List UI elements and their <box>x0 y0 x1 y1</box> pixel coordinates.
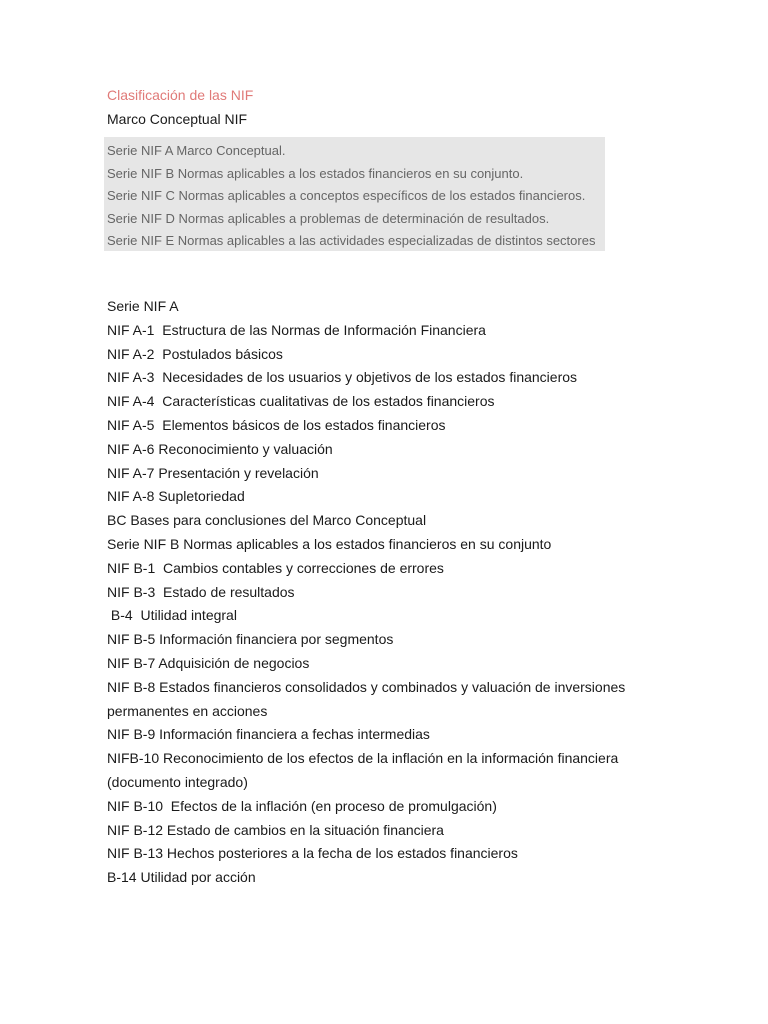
list-item: NIF B-1 Cambios contables y correcciones de errores <box>107 559 444 576</box>
list-item: NIF B-7 Adquisición de negocios <box>107 654 310 671</box>
list-item: B-4 Utilidad integral <box>107 607 237 624</box>
list-item: NIF A-5 Elementos básicos de los estados financieros <box>107 416 446 433</box>
series-summary-line: Serie NIF A Marco Conceptual. <box>107 143 286 158</box>
list-item: NIF A-4 Características cualitativas de los estados financieros <box>107 393 495 410</box>
list-item: Serie NIF B Normas aplicables a los estados financieros en su conjunto <box>107 535 552 552</box>
standards-list <box>107 295 667 890</box>
series-summary-line: Serie NIF C Normas aplicables a conceptos específicos de los estados financieros. <box>107 188 586 203</box>
list-item: NIF B-13 Hechos posteriores a la fecha de los estados financieros <box>107 845 518 862</box>
list-item: NIF B-10 Efectos de la inflación (en proceso de promulgación) <box>107 797 497 814</box>
document-subheading: Marco Conceptual NIF <box>107 111 248 127</box>
list-item: NIF B-8 Estados financieros consolidados y combinados y valuación de inversiones permanentes en acciones <box>107 678 630 719</box>
list-item: NIF A-2 Postulados básicos <box>107 345 283 362</box>
list-item: NIFB-10 Reconocimiento de los efectos de la inflación en la información financiera (documento integrado) <box>107 750 623 790</box>
list-item: Serie NIF A <box>107 298 179 314</box>
list-item: B-14 Utilidad por acción <box>107 869 256 886</box>
list-item: NIF B-12 Estado de cambios en la situación financiera <box>107 821 444 838</box>
list-item: NIF A-3 Necesidades de los usuarios y objetivos de los estados financieros <box>107 369 578 386</box>
document-heading: Clasificación de las NIF <box>107 87 254 103</box>
list-item: NIF B-9 Información financiera a fechas intermedias <box>107 726 430 743</box>
list-item: NIF A-7 Presentación y revelación <box>107 464 319 481</box>
series-summary-line: Serie NIF D Normas aplicables a problemas de determinación de resultados. <box>107 210 550 226</box>
series-summary-box <box>104 137 605 251</box>
list-item: NIF B-5 Información financiera por segmentos <box>107 631 394 648</box>
list-item: NIF A-8 Supletoriedad <box>107 488 245 505</box>
list-item: NIF A-1 Estructura de las Normas de Información Financiera <box>107 321 486 338</box>
series-summary-line: Serie NIF B Normas aplicables a los estados financieros en su conjunto. <box>107 165 524 181</box>
list-item: BC Bases para conclusiones del Marco Conceptual <box>107 512 427 529</box>
list-item: NIF B-3 Estado de resultados <box>107 583 295 600</box>
series-summary-line: Serie NIF E Normas aplicables a las actividades especializadas de distintos sectores <box>107 233 596 248</box>
list-item: NIF A-6 Reconocimiento y valuación <box>107 440 333 457</box>
